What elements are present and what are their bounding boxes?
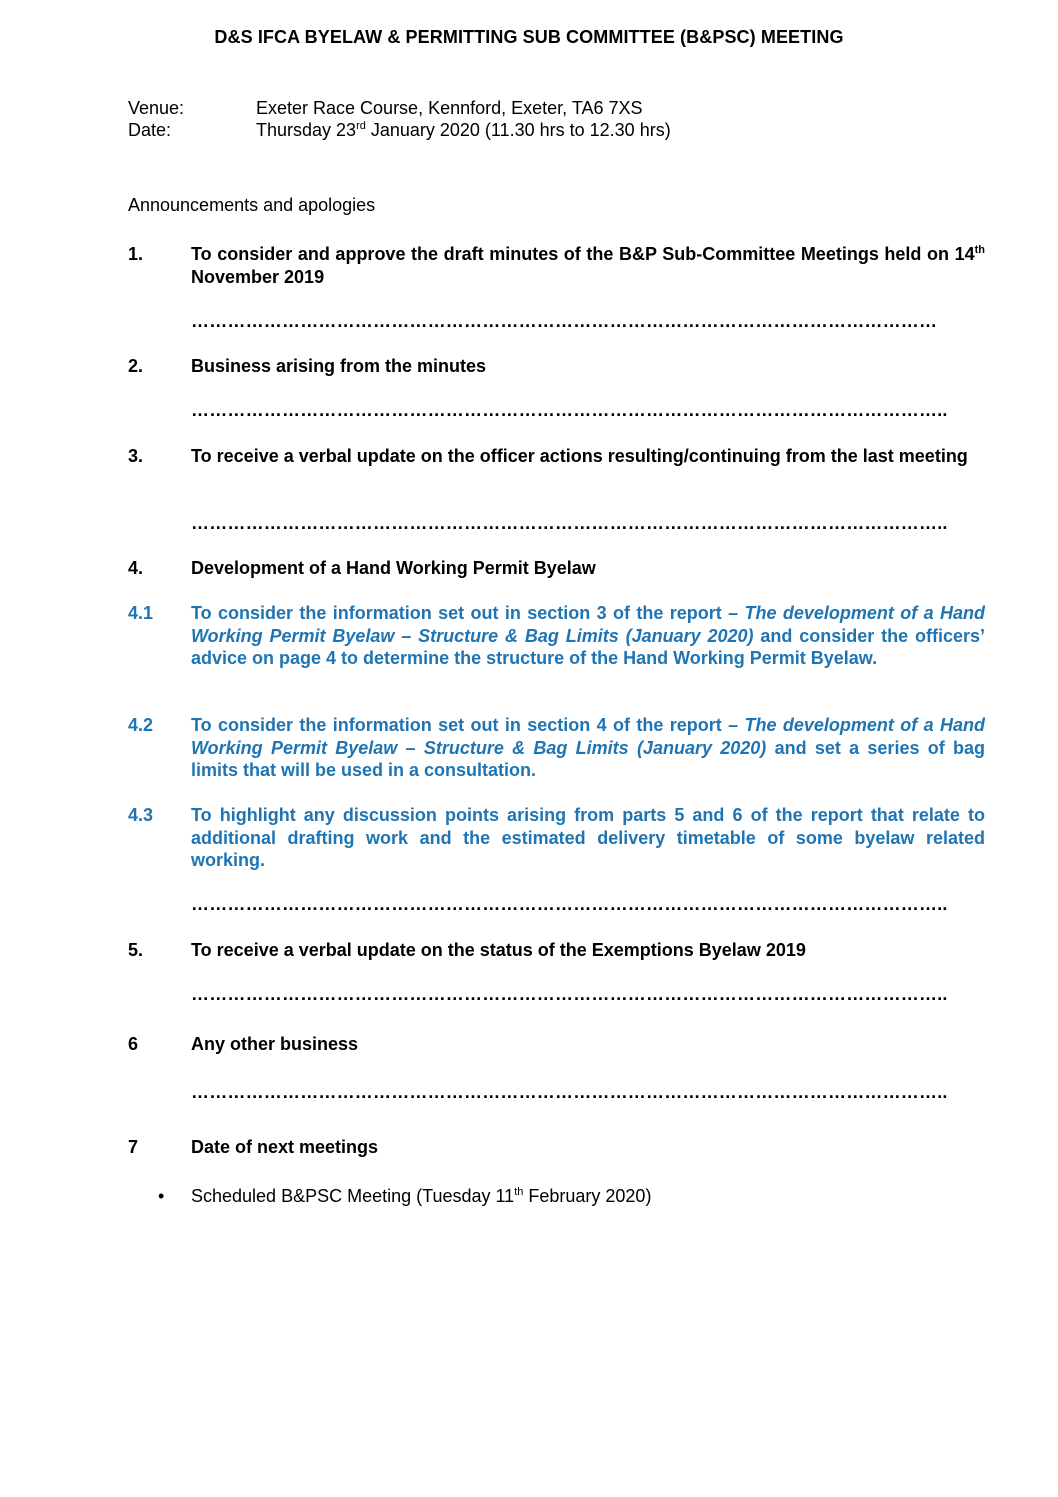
dotted-line: …………………………………………………………………………………………………………….. <box>191 894 948 914</box>
bullet-icon: • <box>158 1186 165 1206</box>
item-number: 1. <box>128 244 144 264</box>
item-text: To highlight any discussion points arising from parts 5 and 6 of the report that relate to additional drafting work and the estimated delivery timetable of some byelaw related working. <box>191 805 985 870</box>
item-number: 7 <box>128 1137 139 1157</box>
venue-label: Venue: <box>128 98 185 118</box>
item-text: Any other business <box>191 1034 359 1054</box>
item-number: 6 <box>128 1034 139 1054</box>
next-meeting-text: Scheduled B&PSC Meeting (Tuesday 11th February 2020) <box>191 1186 652 1206</box>
item-text: To receive a verbal update on the status of the Exemptions Byelaw 2019 <box>191 940 806 960</box>
date-value: Thursday 23rd January 2020 (11.30 hrs to 12.30 hrs) <box>256 120 671 140</box>
item-number: 5. <box>128 940 144 960</box>
item-text: To consider and approve the draft minutes of the B&P Sub-Committee Meetings held on 14th November 2019 <box>191 244 985 287</box>
date-label: Date: <box>128 120 172 140</box>
item-text: Development of a Hand Working Permit Byelaw <box>191 558 596 578</box>
dotted-line: …………………………………………………………………………………………………………….. <box>191 984 948 1004</box>
dotted-line: …………………………………………………………………………………………………………….. <box>191 513 948 533</box>
item-text: Business arising from the minutes <box>191 356 487 376</box>
dotted-line: …………………………………………………………………………………………………………….. <box>191 1082 948 1102</box>
item-text: To consider the information set out in section 3 of the report – The development of a Hand Working Permit Byelaw – Structure & Bag Limits (January 2020) and consider the officers’ advice on page 4 to determine the structure of the Hand Working Permit Byelaw. <box>191 603 985 668</box>
venue-value: Exeter Race Course, Kennford, Exeter, TA6 7XS <box>256 98 643 118</box>
item-text: To consider the information set out in section 4 of the report – The development of a Hand Working Permit Byelaw – Structure & Bag Limits (January 2020) and set a series of bag limits that will be used in a consultation. <box>191 715 986 780</box>
dotted-line: …………………………………………………………………………………………………………… <box>191 311 938 331</box>
item-number: 3. <box>128 446 144 466</box>
item-number: 4.2 <box>128 715 154 735</box>
dotted-line: …………………………………………………………………………………………………………….. <box>191 400 948 420</box>
announcements-heading: Announcements and apologies <box>128 195 376 215</box>
item-number: 4.1 <box>128 603 154 623</box>
item-number: 2. <box>128 356 144 376</box>
document-title: D&S IFCA BYELAW & PERMITTING SUB COMMITTEE (B&PSC) MEETING <box>214 27 844 47</box>
item-number: 4. <box>128 558 144 578</box>
item-number: 4.3 <box>128 805 154 825</box>
item-text: Date of next meetings <box>191 1137 379 1157</box>
item-text: To receive a verbal update on the officer actions resulting/continuing from the last meeting <box>191 446 968 466</box>
